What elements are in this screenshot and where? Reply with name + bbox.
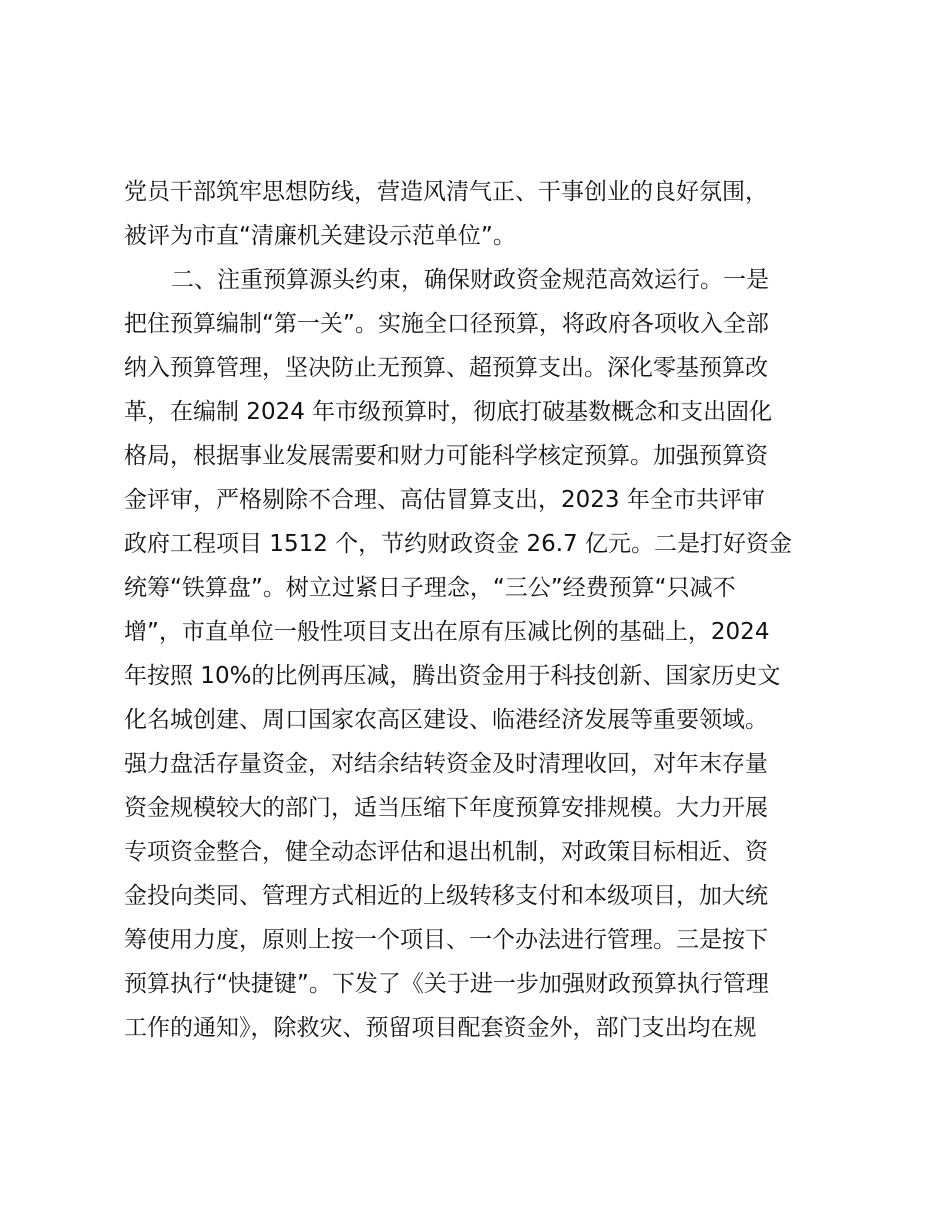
text-line: 纳入预算管理，坚决防止无预算、超预算支出。深化零基预算改 (124, 355, 768, 381)
text-line: 强力盘活存量资金，对结余结转资金及时清理收回，对年末存量 (124, 751, 768, 777)
text-line: 被评为市直“清廉机关建设示范单位”。 (124, 223, 516, 249)
text-line: 格局，根据事业发展需要和财力可能科学核定预算。加强预算资 (124, 443, 768, 469)
text-line: 资金规模较大的部门，适当压缩下年度预算安排规模。大力开展 (124, 795, 768, 821)
text-line: 金评审，严格剔除不合理、高估冒算支出，2023 年全市共评审 (124, 487, 765, 513)
text-line: 党员干部筑牢思想防线，营造风清气正、干事创业的良好氛围， (124, 179, 768, 205)
text-line: 专项资金整合，健全动态评估和退出机制，对政策目标相近、资 (124, 839, 768, 865)
text-line: 革，在编制 2024 年市级预算时，彻底打破基数概念和支出固化 (124, 399, 773, 425)
text-line: 工作的通知》，除救灾、预留项目配套资金外，部门支出均在规 (124, 1015, 757, 1041)
body-text (124, 170, 836, 1050)
text-line: 预算执行“快捷键”。下发了《关于进一步加强财政预算执行管理 (124, 971, 769, 997)
paragraph-start-line: 二、注重预算源头约束，确保财政资金规范高效运行。一是 (171, 267, 769, 293)
text-line: 政府工程项目 1512 个，节约财政资金 26.7 亿元。二是打好资金 (124, 531, 792, 557)
text-line: 化名城创建、周口国家农高区建设、临港经济发展等重要领域。 (124, 707, 768, 733)
text-line: 筹使用力度，原则上按一个项目、一个办法进行管理。三是按下 (124, 927, 768, 953)
text-line: 年按照 10%的比例再压减，腾出资金用于科技创新、国家历史文 (124, 663, 781, 689)
text-line: 金投向类同、管理方式相近的上级转移支付和本级项目，加大统 (124, 883, 768, 909)
text-line: 统筹“铁算盘”。树立过紧日子理念，“三公”经费预算“只减不 (124, 575, 736, 601)
text-line: 增”，市直单位一般性项目支出在原有压减比例的基础上，2024 (124, 619, 770, 645)
text-line: 把住预算编制“第一关”。实施全口径预算，将政府各项收入全部 (124, 311, 769, 337)
